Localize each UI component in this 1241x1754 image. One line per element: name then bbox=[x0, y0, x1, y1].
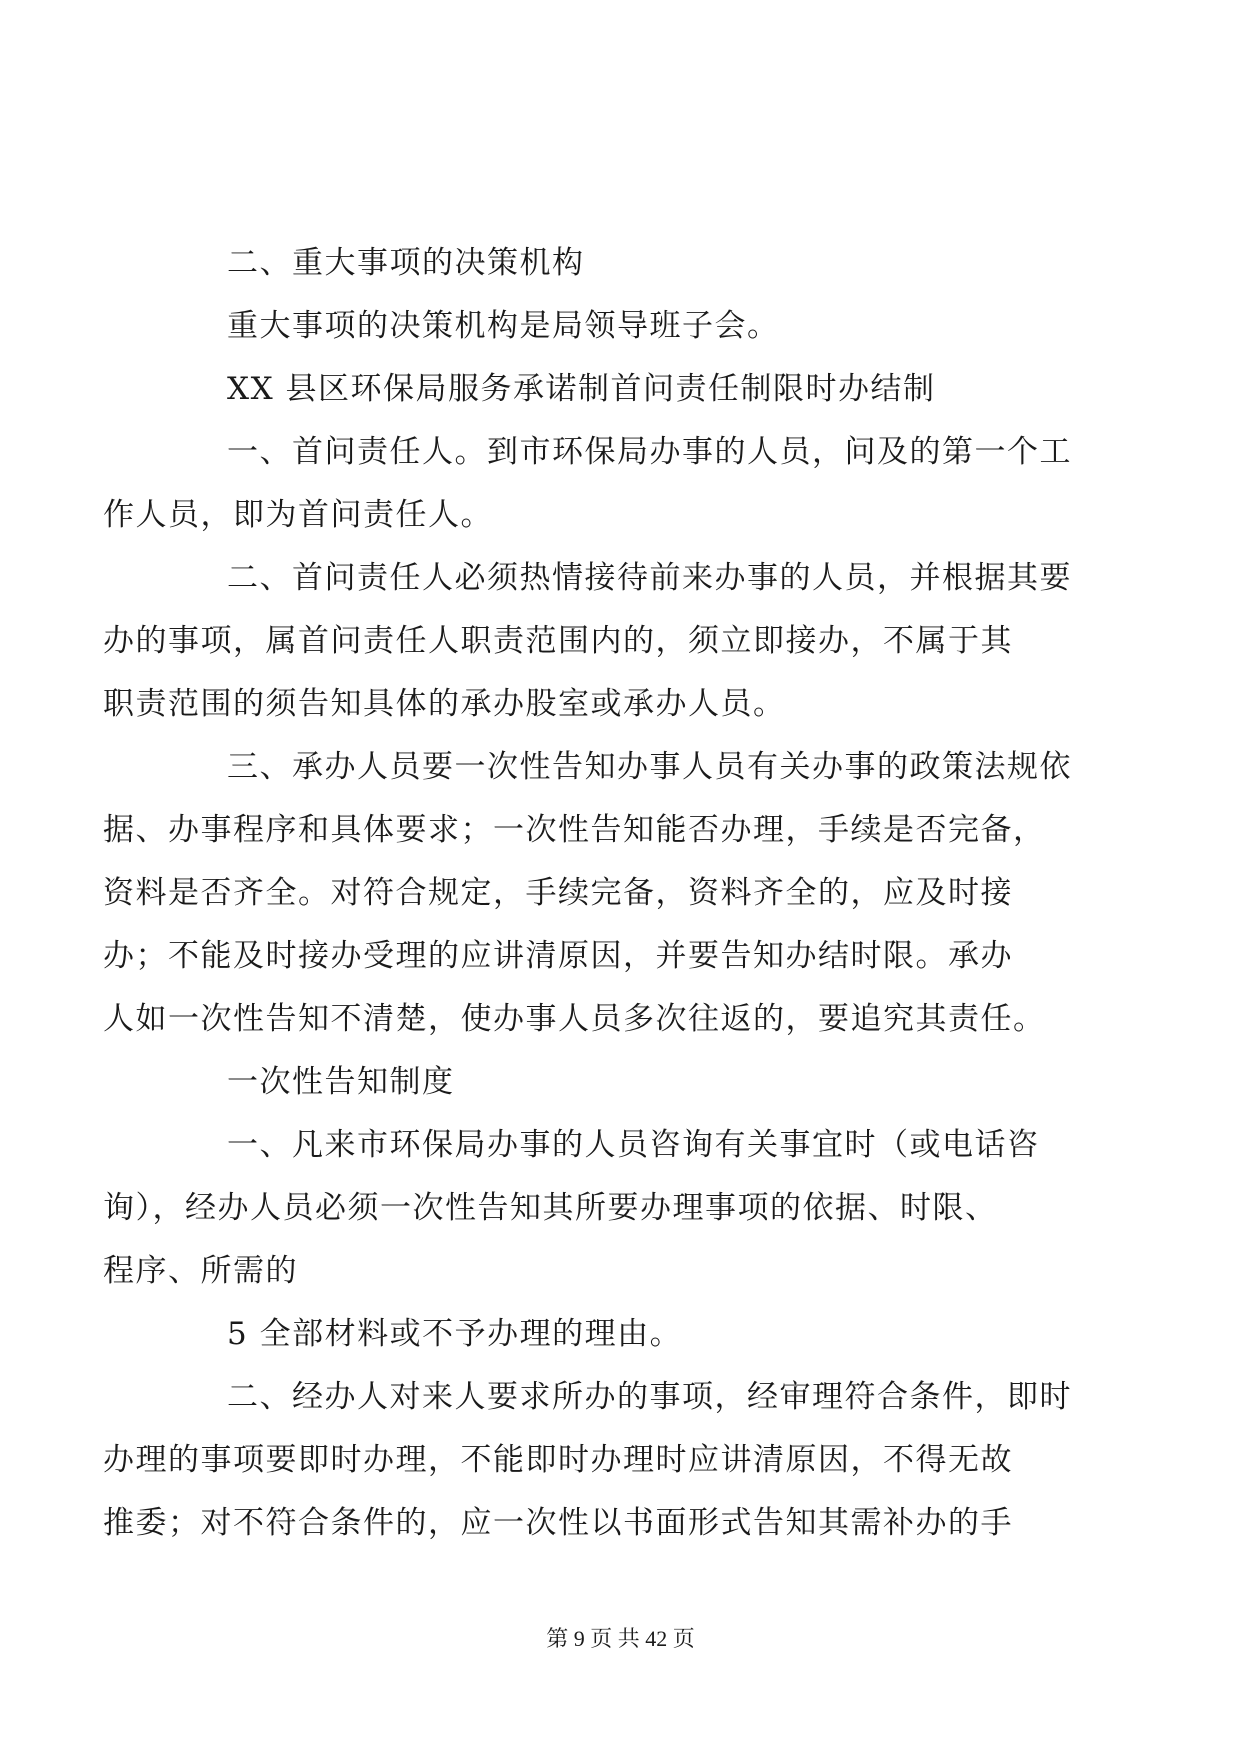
text-line: 二、重大事项的决策机构 bbox=[227, 245, 585, 281]
paragraph bbox=[103, 736, 1085, 1051]
paragraph bbox=[165, 358, 1085, 421]
paragraph bbox=[103, 1366, 1085, 1555]
text-line: 三、承办人员要一次性告知办事人员有关办事的政策法规依 bbox=[227, 749, 1072, 785]
page-footer: 第 9 页 共 42 页 bbox=[546, 1626, 695, 1651]
paragraph bbox=[165, 295, 1085, 358]
text-line: 推委；对不符合条件的，应一次性以书面形式告知其需补办的手 bbox=[103, 1505, 1013, 1541]
text-line: 一次性告知制度 bbox=[227, 1064, 455, 1100]
text-line: 资料是否齐全。对符合规定，手续完备，资料齐全的，应及时接 bbox=[103, 875, 1013, 911]
text-line: 办理的事项要即时办理，不能即时办理时应讲清原因，不得无故 bbox=[103, 1442, 1013, 1478]
text-line: 据、办事程序和具体要求；一次性告知能否办理，手续是否完备， bbox=[103, 812, 1046, 848]
text-line: 二、经办人对来人要求所办的事项，经审理符合条件，即时 bbox=[227, 1379, 1072, 1415]
text-line: 职责范围的须告知具体的承办股室或承办人员。 bbox=[103, 686, 786, 722]
paragraph bbox=[103, 1114, 1085, 1303]
text-line: XX 县区环保局服务承诺制首问责任制限时办结制 bbox=[227, 371, 936, 407]
text-line: 5 全部材料或不予办理的理由。 bbox=[227, 1316, 683, 1352]
text-line: 询），经办人员必须一次性告知其所要办理事项的依据、时限、 bbox=[103, 1190, 998, 1226]
text-line: 二、首问责任人必须热情接待前来办事的人员，并根据其要 bbox=[227, 560, 1072, 596]
paragraph bbox=[165, 1303, 1085, 1366]
paragraph bbox=[103, 421, 1085, 547]
paragraph bbox=[165, 232, 1085, 295]
paragraph bbox=[103, 547, 1085, 736]
text-line: 一、首问责任人。到市环保局办事的人员，问及的第一个工 bbox=[227, 434, 1072, 470]
text-line: 重大事项的决策机构是局领导班子会。 bbox=[227, 308, 780, 344]
paragraph bbox=[165, 1051, 1085, 1114]
text-line: 程序、所需的 bbox=[103, 1253, 298, 1289]
text-line: 办；不能及时接办受理的应讲清原因，并要告知办结时限。承办 bbox=[103, 938, 1013, 974]
text-line: 一、凡来市环保局办事的人员咨询有关事宜时（或电话咨 bbox=[227, 1127, 1040, 1163]
text-line: 人如一次性告知不清楚，使办事人员多次往返的，要追究其责任。 bbox=[103, 1001, 1046, 1037]
text-line: 作人员，即为首问责任人。 bbox=[103, 497, 493, 533]
text-line: 办的事项，属首问责任人职责范围内的，须立即接办，不属于其 bbox=[103, 623, 1013, 659]
document-body bbox=[103, 232, 1085, 1555]
